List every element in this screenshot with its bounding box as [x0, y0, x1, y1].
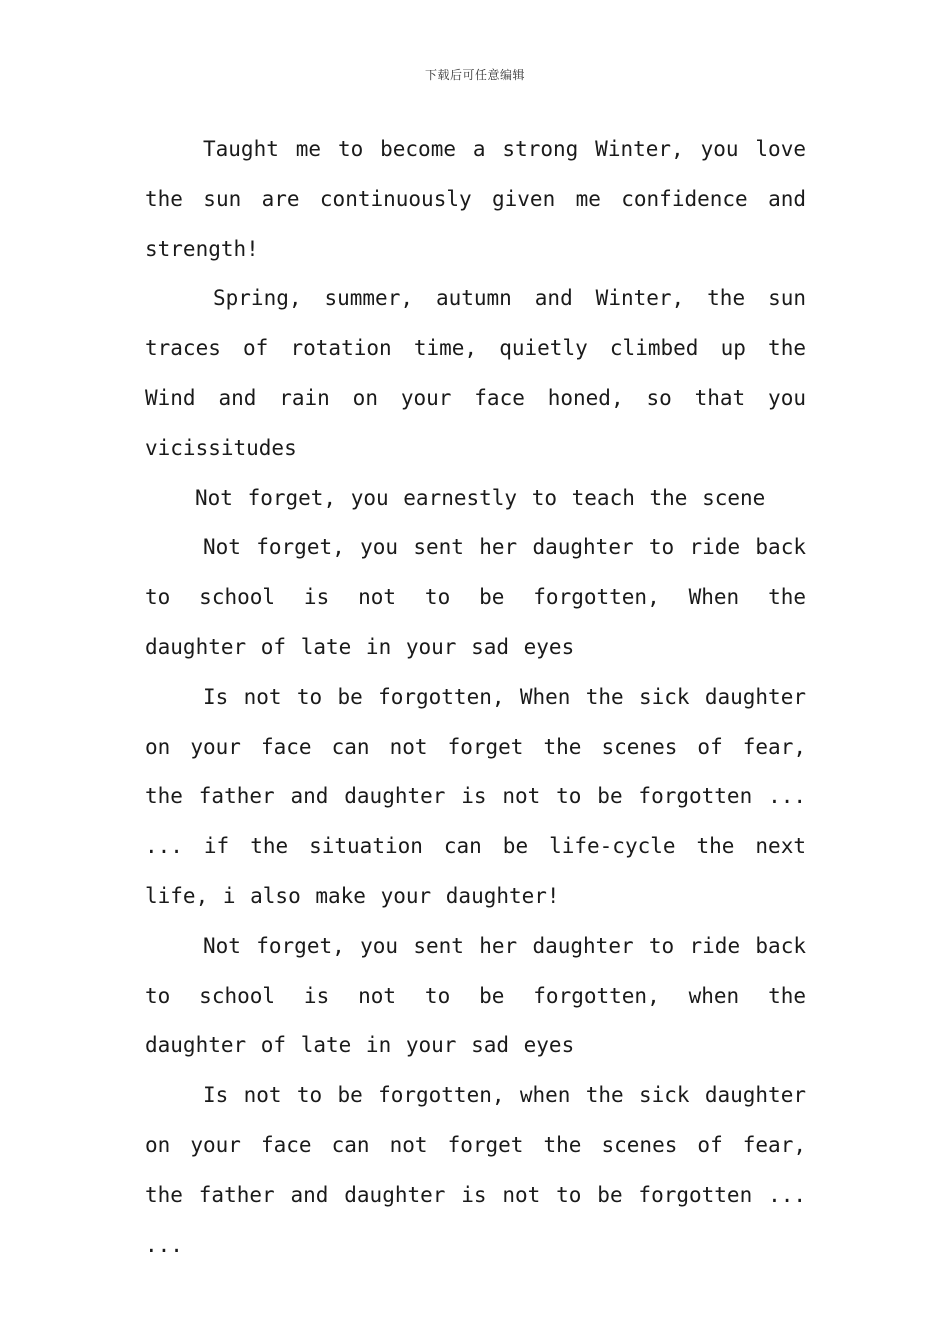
paragraph: Not forget, you sent her daughter to ride back to school is not to be forgotten, when the daughter of late in your sad eyes: [145, 933, 806, 1058]
paragraph: Not forget, you sent her daughter to ride back to school is not to be forgotten, When the daughter of late in your sad eyes: [145, 535, 806, 659]
document-body: [145, 125, 806, 1270]
paragraph: Taught me to become a strong Winter, you love the sun are continuously given me confidence and strength!: [145, 137, 806, 261]
paragraph: Is not to be forgotten, when the sick daughter on your face can not forget the scenes of fear, the father and daughter is not to be forgotten ... ...: [145, 1083, 806, 1257]
page-header: 下载后可任意编辑: [424, 68, 525, 82]
paragraph: Is not to be forgotten, When the sick daughter on your face can not forget the scenes of fear, the father and daughter is not to be forgotten ... ... if the situation can be life-cycle the next life, i also make your daughter!: [145, 684, 806, 908]
paragraph: Spring, summer, autumn and Winter, the sun traces of rotation time, quietly climbed up the Wind and rain on your face honed, so that you vicissitudes: [145, 286, 806, 460]
paragraph: Not forget, you earnestly to teach the scene: [195, 485, 766, 510]
